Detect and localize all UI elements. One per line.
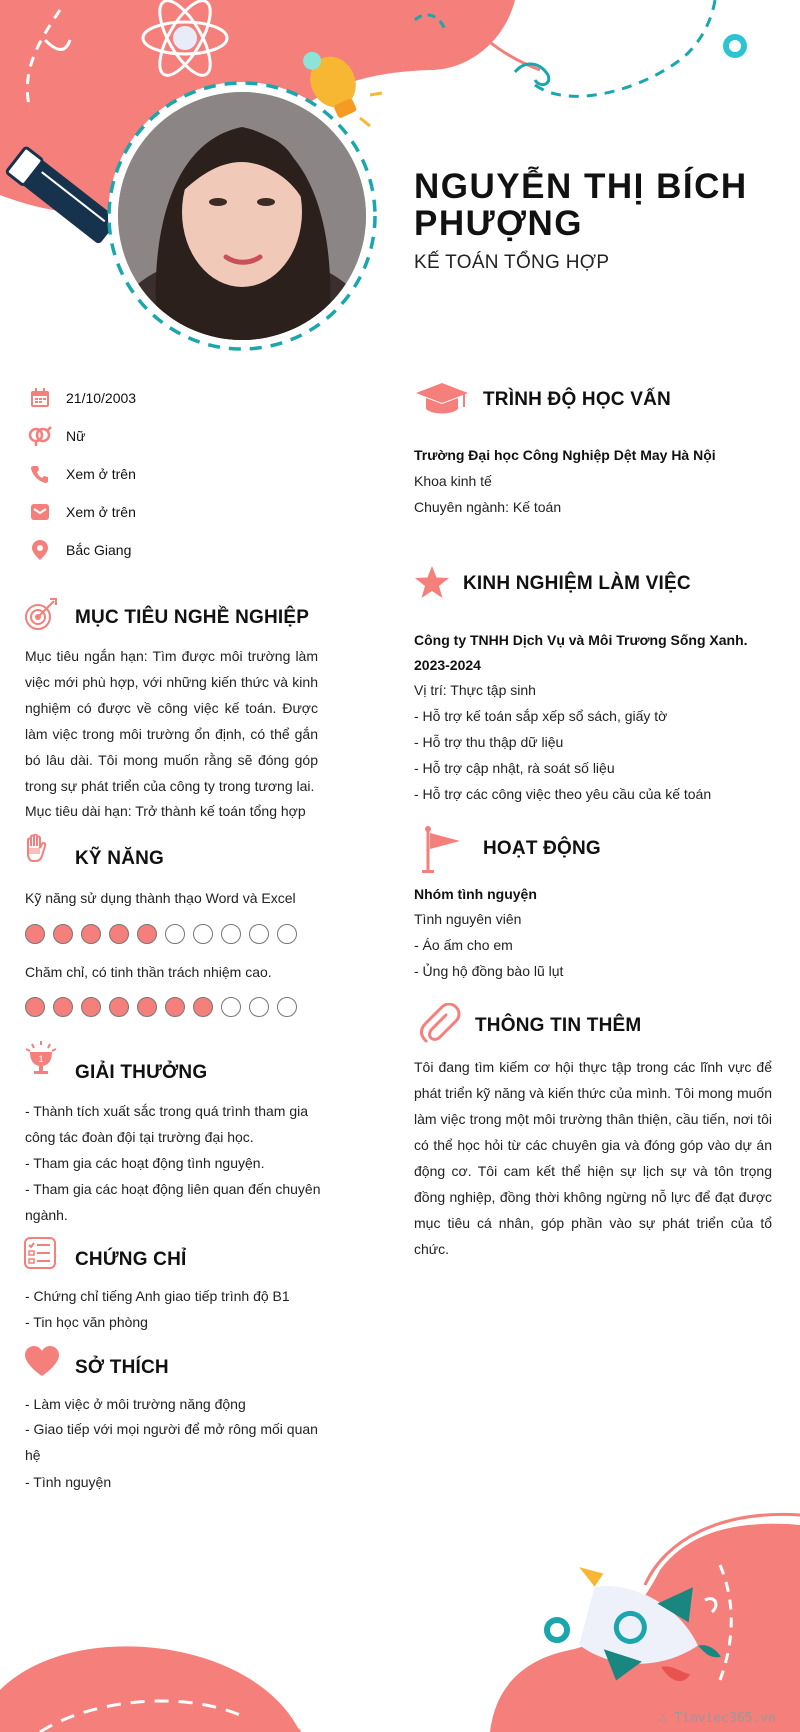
skill-2-rating <box>25 997 297 1017</box>
education-major: Chuyên ngành: Kế toán <box>414 499 562 515</box>
email-icon <box>28 500 52 524</box>
rating-dot-filled <box>53 924 73 944</box>
objective-text: Mục tiêu ngắn hạn: Tìm được môi trường làm việc mới phù hợp, với những kiến thức và kinh nghiệm có được về công việc kế toán. Được làm việc trong môi trường ổn định, có thể gắn bó lâu dài. Tôi mong muốn rằng sẽ đóng góp trong sự phát triển của công ty trong tương lai. <box>25 648 318 794</box>
checklist-icon <box>24 1237 56 1274</box>
experience-period: 2023-2024 <box>414 657 481 673</box>
activities-title: HOẠT ĐỘNG <box>483 838 601 859</box>
rating-dot-filled <box>137 997 157 1017</box>
job-title: KẾ TOÁN TỔNG HỢP <box>414 252 610 273</box>
objective-title: MỤC TIÊU NGHỀ NGHIỆP <box>75 607 310 628</box>
additional-text: Tôi đang tìm kiếm cơ hội thực tập trong các lĩnh vực để phát triển kỹ năng và kiến thức của mình. Tôi mong muốn làm việc trong một môi trường thân thiện, cầu tiến, nơi tôi có thể học hỏi từ các chuyên gia và đóng góp vào dự án động cơ. Tôi cam kết thể hiện sự lịch sự và tôn trọng đồng nghiệp, đồng thời không ngừng nỗ lực để đạt được mục tiêu cá nhân, góp phần vào sự phát triển của tổ chức. <box>414 1059 772 1257</box>
experience-company: Công ty TNHH Dịch Vụ và Môi Trương Sống Xanh. <box>414 632 748 648</box>
graduation-cap-icon <box>414 381 470 422</box>
candidate-name: NGUYỄN THỊ BÍCH PHƯỢNG <box>414 167 748 243</box>
contact-location <box>28 537 131 563</box>
star-icon <box>414 565 450 604</box>
experience-task-3: - Hỗ trợ cập nhật, rà soát số liệu <box>414 760 615 776</box>
certificates-title: CHỨNG CHỈ <box>75 1249 187 1270</box>
rating-dot-filled <box>81 997 101 1017</box>
hobby-line-3: - Tình nguyện <box>25 1474 112 1490</box>
experience-task-1: - Hỗ trợ kế toán sắp xếp sổ sách, giấy tờ <box>414 708 668 724</box>
experience-task-4: - Hỗ trợ các công việc theo yêu cầu của kế toán <box>414 786 712 802</box>
heart-icon <box>24 1345 60 1382</box>
award-line-3: - Tham gia các hoạt động liên quan đến chuyên ngành. <box>25 1181 321 1223</box>
rating-dot-filled <box>193 997 213 1017</box>
additional-title: THÔNG TIN THÊM <box>475 1015 642 1036</box>
contact-phone <box>28 461 136 487</box>
watermark: ∴ Timviec365.vn <box>658 1711 776 1726</box>
rating-dot-filled <box>81 924 101 944</box>
email-value: Xem ở trên <box>66 504 136 520</box>
rating-dot-empty <box>165 924 185 944</box>
awards-title: GIẢI THƯỞNG <box>75 1062 208 1083</box>
location-value: Bắc Giang <box>66 542 132 558</box>
rating-dot-filled <box>25 924 45 944</box>
skill-1-rating <box>25 924 297 944</box>
gender-icon <box>28 424 52 448</box>
experience-title: KINH NGHIỆM LÀM VIỆC <box>463 573 691 594</box>
gender-value: Nữ <box>66 428 86 444</box>
skill-2-label: Chăm chỉ, có tinh thần trách nhiệm cao. <box>25 964 272 980</box>
location-icon <box>28 538 52 562</box>
rating-dot-filled <box>109 924 129 944</box>
rating-dot-filled <box>25 997 45 1017</box>
rating-dot-empty <box>249 997 269 1017</box>
rating-dot-empty <box>193 924 213 944</box>
education-title: TRÌNH ĐỘ HỌC VẤN <box>483 389 671 410</box>
education-faculty: Khoa kinh tế <box>414 473 492 489</box>
objective-long-term: Mục tiêu dài hạn: Trở thành kế toán tổng hợp <box>25 803 306 819</box>
rating-dot-empty <box>277 997 297 1017</box>
rating-dot-filled <box>53 997 73 1017</box>
calendar-icon <box>28 386 52 410</box>
trophy-icon <box>24 1040 58 1081</box>
education-school: Trường Đại học Công Nghiệp Dệt May Hà Nội <box>414 447 716 463</box>
hobby-line-1: - Làm việc ở môi trường năng động <box>25 1396 246 1412</box>
hobby-line-2: - Giao tiếp với mọi người để mở rông mối quan hệ <box>25 1421 318 1463</box>
activity-item-2: - Ủng hộ đồng bào lũ lụt <box>414 963 564 979</box>
rating-dot-empty <box>249 924 269 944</box>
rating-dot-filled <box>165 997 185 1017</box>
rating-dot-empty <box>277 924 297 944</box>
svg-text:1: 1 <box>38 1054 44 1064</box>
certificate-line-2: - Tin học văn phòng <box>25 1314 148 1330</box>
award-line-2: - Tham gia các hoạt động tình nguyện. <box>25 1155 265 1171</box>
rating-dot-filled <box>109 997 129 1017</box>
contact-gender <box>28 423 85 449</box>
profile-photo <box>118 92 366 340</box>
contact-birthdate <box>28 385 136 411</box>
skills-title: KỸ NĂNG <box>75 848 165 869</box>
experience-position: Vị trí: Thực tập sinh <box>414 682 536 698</box>
certificate-line-1: - Chứng chỉ tiếng Anh giao tiếp trình độ B1 <box>25 1288 290 1304</box>
skill-1-label: Kỹ năng sử dụng thành thạo Word và Excel <box>25 890 296 906</box>
award-line-1: - Thành tích xuất sắc trong quá trình tham gia công tác đoàn đội tại trường đại học. <box>25 1103 309 1145</box>
hobbies-title: SỞ THÍCH <box>75 1357 169 1378</box>
phone-icon <box>28 462 52 486</box>
rating-dot-empty <box>221 924 241 944</box>
activity-item-1: - Áo ấm cho em <box>414 937 513 953</box>
rating-dot-empty <box>221 997 241 1017</box>
activities-role: Tình nguyên viên <box>414 911 522 927</box>
target-icon <box>24 597 58 636</box>
activities-org: Nhóm tình nguyện <box>414 886 537 902</box>
experience-task-2: - Hỗ trợ thu thập dữ liệu <box>414 734 564 750</box>
birthdate-value: 21/10/2003 <box>66 390 137 406</box>
contact-email <box>28 499 136 525</box>
hand-icon <box>24 834 48 869</box>
flag-icon <box>420 825 464 880</box>
paperclip-icon <box>418 1003 462 1050</box>
phone-value: Xem ở trên <box>66 466 136 482</box>
rating-dot-filled <box>137 924 157 944</box>
